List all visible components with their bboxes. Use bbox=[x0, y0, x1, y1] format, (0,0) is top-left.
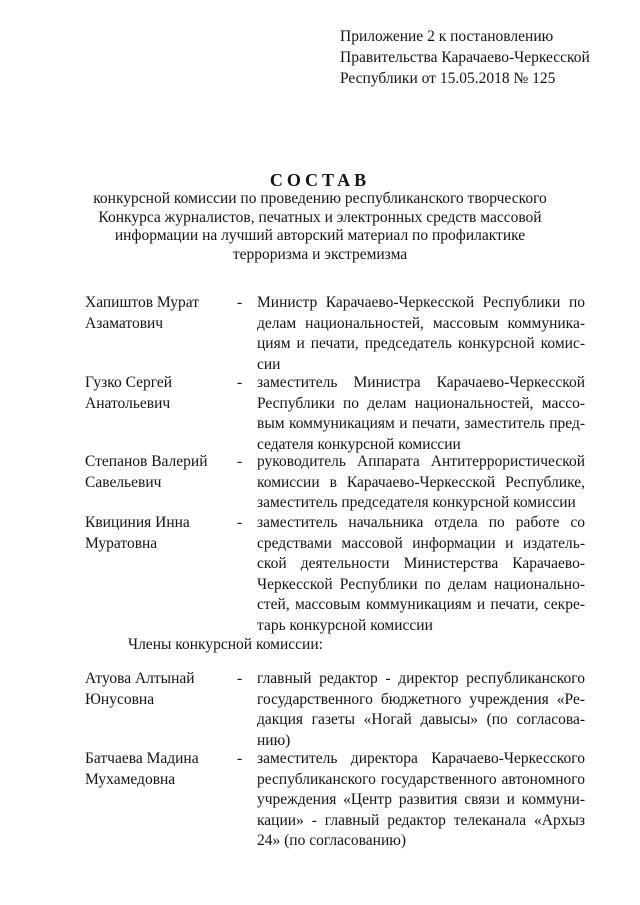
person-name bbox=[85, 452, 230, 493]
entry-dash: - bbox=[237, 374, 243, 391]
role-line: средствами массовой информации и издатель- bbox=[257, 534, 585, 552]
appendix-note-line: Приложение 2 к постановлению bbox=[340, 28, 554, 45]
person-name bbox=[85, 293, 230, 334]
role-line: республиканского государственного автономного bbox=[257, 770, 585, 788]
role-line: вым коммуникациям и печати, заместитель пред- bbox=[257, 415, 585, 432]
role-line: нию) bbox=[257, 731, 291, 749]
subtitle-line: терроризма и экстремизма bbox=[232, 245, 408, 263]
role-line: сии bbox=[257, 355, 281, 373]
role-line: кации» - главный редактор телеканала «Архыз bbox=[257, 811, 585, 829]
role-line: делам национальностей, массовым коммуника- bbox=[257, 314, 585, 332]
person-name bbox=[85, 373, 230, 414]
role-line: Министр Карачаево-Черкесской Республики по bbox=[257, 294, 585, 311]
entry-dash: - bbox=[237, 750, 243, 767]
person-name-line: Гузко Сергей bbox=[85, 374, 173, 391]
role-line: руководитель Аппарата Антитеррористической bbox=[257, 453, 585, 470]
subtitle-line: Конкурса журналистов, печатных и электронных средств массовой bbox=[98, 208, 542, 226]
role-line: заместитель директора Карачаево-Черкесского bbox=[257, 750, 585, 767]
entry-dash: - bbox=[237, 453, 243, 470]
person-name-line: Анатольевич bbox=[85, 394, 171, 412]
role-line: комиссии в Карачаево-Черкесской Республике, bbox=[257, 473, 585, 491]
person-name-line: Муратовна bbox=[85, 534, 158, 552]
role-line: Республики по делам национальностей, массо- bbox=[257, 394, 585, 412]
person-name-line: Квициния Инна bbox=[85, 514, 190, 531]
subtitle-line: информации на лучший авторский материал по профилактике bbox=[114, 227, 526, 244]
person-role bbox=[257, 749, 585, 852]
document-subtitle bbox=[60, 190, 580, 264]
role-line: заместитель Министра Карачаево-Черкесской bbox=[257, 374, 585, 391]
role-line: государственного бюджетного учреждения «Ре- bbox=[257, 690, 585, 708]
role-line: дакция газеты «Ногай давысы» (по согласова- bbox=[257, 711, 585, 728]
role-line: ской деятельности Министерства Карачаево- bbox=[257, 555, 585, 572]
person-name-line: Юнусовна bbox=[85, 690, 155, 708]
subtitle-line: конкурсной комиссии по проведению республиканского творческого bbox=[93, 190, 547, 207]
role-line: главный редактор - директор республиканского bbox=[257, 670, 585, 687]
role-line: тарь конкурсной комиссии bbox=[257, 616, 433, 634]
role-line: учреждения «Центр развития связи и коммуни- bbox=[257, 791, 585, 808]
role-line: Черкесской Республики по делам национально- bbox=[257, 575, 585, 593]
person-name-line: Азаматович bbox=[85, 314, 164, 332]
appendix-note-line: Правительства Карачаево-Черкесской bbox=[340, 49, 590, 66]
person-name-line: Савельевич bbox=[85, 473, 162, 491]
person-name-line: Мухамедовна bbox=[85, 770, 176, 788]
person-name-line: Степанов Валерий bbox=[85, 453, 208, 470]
person-role bbox=[257, 513, 585, 636]
appendix-note bbox=[340, 26, 630, 89]
person-name-line: Хапиштов Мурат bbox=[85, 294, 200, 311]
person-role bbox=[257, 293, 585, 375]
members-heading: Члены конкурсной комиссии: bbox=[128, 636, 323, 653]
person-name bbox=[85, 513, 230, 554]
role-line: седателя конкурсной комиссии bbox=[257, 435, 461, 453]
person-role bbox=[257, 373, 585, 455]
role-line: 24» (по согласованию) bbox=[257, 832, 406, 849]
person-name bbox=[85, 669, 230, 710]
entry-dash: - bbox=[237, 514, 243, 531]
entry-dash: - bbox=[237, 294, 243, 311]
role-line: циям и печати, председатель конкурсной комис- bbox=[257, 335, 585, 352]
person-role bbox=[257, 669, 585, 751]
appendix-note-line: Республики от 15.05.2018 № 125 bbox=[340, 70, 556, 87]
role-line: заместитель начальника отдела по работе со bbox=[257, 514, 585, 531]
document-title: СОСТАВ bbox=[269, 170, 371, 190]
person-name bbox=[85, 749, 230, 790]
person-name-line: Батчаева Мадина bbox=[85, 750, 199, 767]
role-line: заместитель председателя конкурсной комиссии bbox=[257, 494, 576, 511]
person-role bbox=[257, 452, 585, 514]
role-line: стей, массовым коммуникациям и печати, секре- bbox=[257, 596, 585, 613]
entry-dash: - bbox=[237, 670, 243, 687]
person-name-line: Атуова Алтынай bbox=[85, 670, 195, 687]
